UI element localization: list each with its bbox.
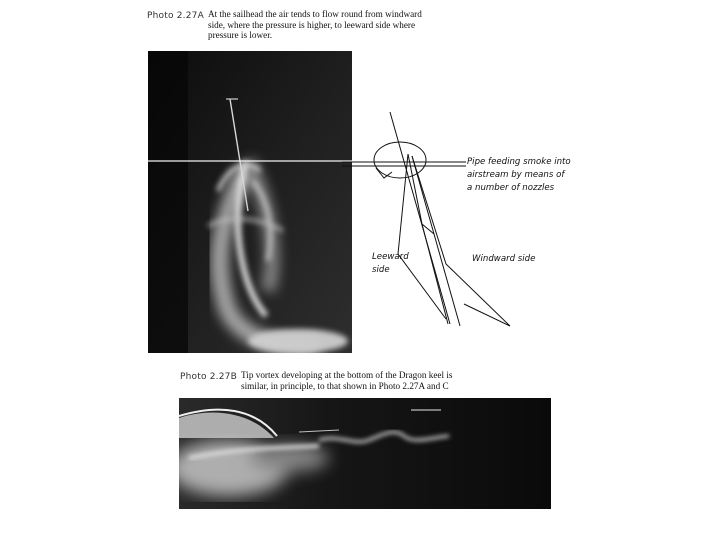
nozzle-note-line: airstream by means of: [467, 170, 565, 180]
nozzle-note-line: a number of nozzles: [467, 183, 555, 193]
photo-b-caption: [241, 370, 471, 391]
sail-diagram: [338, 104, 528, 336]
photo-a-caption: [208, 9, 448, 41]
photo-a-image: [148, 51, 352, 353]
photo-b-caption-line: Tip vortex developing at the bottom of the Dragon keel is: [241, 370, 453, 380]
windward-label: Windward side: [472, 254, 536, 264]
leeward-label-line: Leeward: [372, 252, 409, 262]
photo-a-caption-line: side, where the pressure is higher, to leeward side where: [208, 19, 416, 30]
photo-a-label: Photo 2.27A: [147, 11, 204, 21]
nozzle-note-line: Pipe feeding smoke into: [467, 157, 571, 167]
leeward-label-line: side: [372, 265, 390, 275]
photo-a-caption-line: pressure is lower.: [208, 30, 273, 40]
photo-b-caption-line: similar, in principle, to that shown in Photo 2.27A and C: [241, 380, 449, 391]
nozzle-note: [467, 156, 571, 195]
photo-b-label: Photo 2.27B: [180, 372, 237, 382]
leeward-label: [372, 251, 409, 277]
photo-b-image: [179, 398, 551, 509]
photo-a-caption-line: At the sailhead the air tends to flow round from windward: [208, 9, 422, 19]
